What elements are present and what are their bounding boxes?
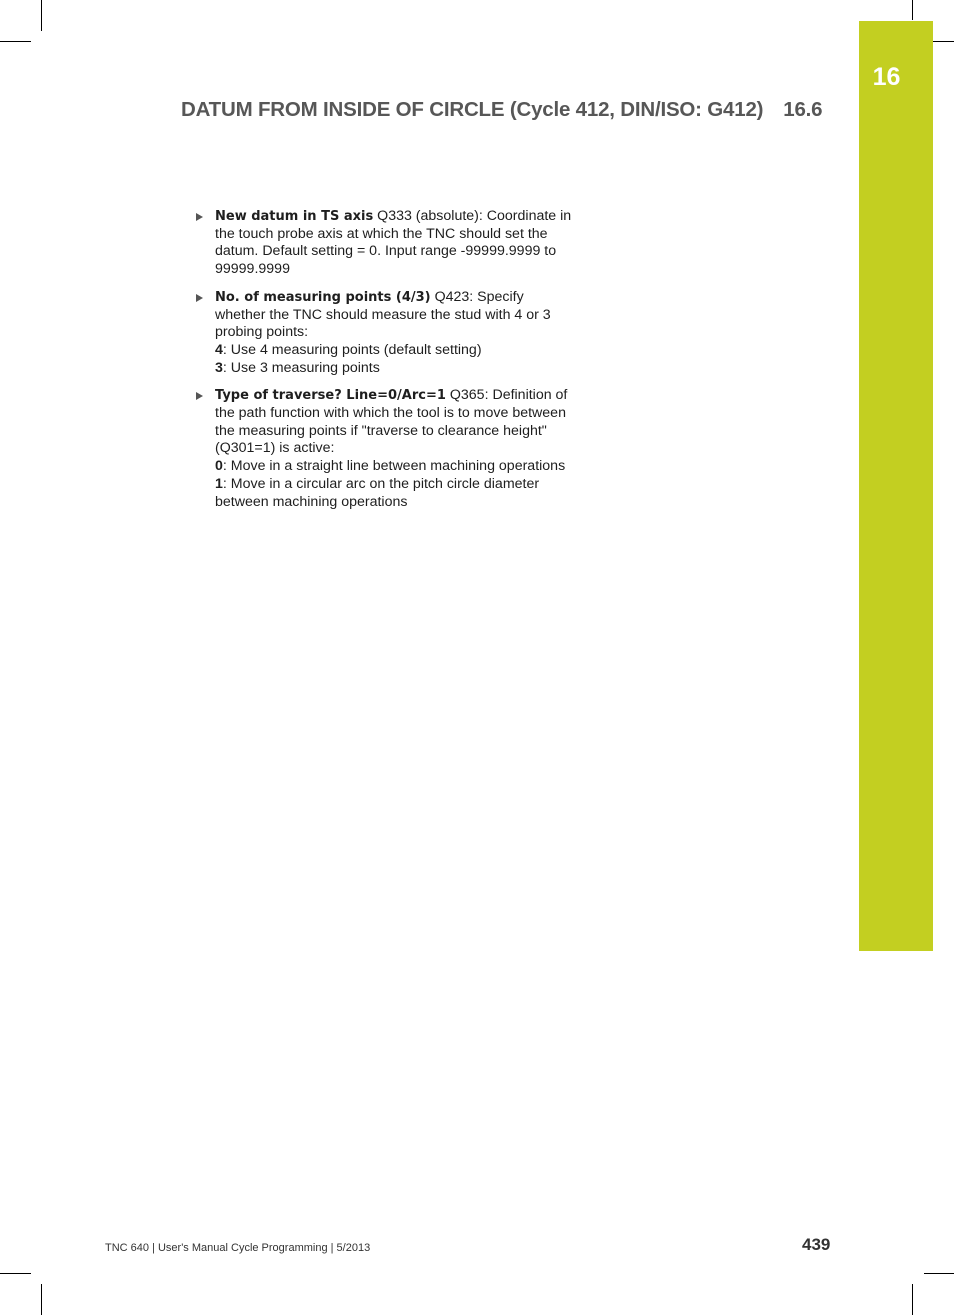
option-text: : Move in a straight line between machining operations bbox=[222, 458, 566, 475]
chapter-number: 16 bbox=[872, 63, 901, 91]
option-text: : Use 4 measuring points (default setting) bbox=[222, 341, 482, 358]
option-key: 3 bbox=[215, 359, 223, 376]
crop-mark bbox=[41, 0, 42, 31]
option-key: 4 bbox=[215, 341, 223, 358]
param-option bbox=[215, 360, 573, 378]
option-text: : Use 3 measuring points bbox=[222, 359, 380, 376]
option-key: 0 bbox=[215, 458, 223, 475]
option-text: : Move in a circular arc on the pitch circle diameter between machining operations bbox=[215, 475, 540, 510]
param-name: New datum in TS axis bbox=[215, 209, 374, 224]
crop-mark bbox=[0, 1273, 31, 1274]
option-key: 1 bbox=[215, 475, 223, 492]
param-item bbox=[193, 289, 573, 378]
param-desc: Q333 (absolute): Coordinate in the touch probe axis at which the TNC should set the datum. Default setting = 0. Input range -99999.9999 to 99999.9999 bbox=[215, 208, 572, 278]
crop-mark bbox=[912, 0, 913, 20]
param-desc: Q365: Definition of the path function with which the tool is to move between the measuring points if "traverse to clearance height" (Q301=1) is active: bbox=[215, 387, 568, 457]
param-desc: Q423: Specify whether the TNC should measure the stud with 4 or 3 probing points: bbox=[215, 288, 551, 341]
param-name: Type of traverse? Line=0/Arc=1 bbox=[215, 388, 446, 404]
section-number: 16.6 bbox=[783, 98, 823, 121]
bullet-arrow-icon bbox=[196, 213, 203, 221]
page-number: 439 bbox=[802, 1235, 831, 1254]
crop-mark bbox=[41, 1284, 42, 1315]
param-item bbox=[193, 208, 573, 279]
crop-mark bbox=[0, 41, 31, 42]
bullet-arrow-icon bbox=[196, 392, 203, 400]
page-header bbox=[181, 98, 841, 122]
param-option bbox=[215, 458, 573, 476]
page-title: DATUM FROM INSIDE OF CIRCLE (Cycle 412, DIN/ISO: G412) bbox=[181, 98, 764, 121]
bullet-arrow-icon bbox=[196, 294, 203, 302]
chapter-tab bbox=[859, 21, 933, 951]
param-option bbox=[215, 476, 573, 511]
parameter-list bbox=[193, 208, 573, 521]
param-item bbox=[193, 387, 573, 511]
crop-mark bbox=[912, 1284, 913, 1315]
param-name: No. of measuring points (4/3) bbox=[215, 289, 431, 305]
param-option bbox=[215, 342, 573, 360]
crop-mark bbox=[924, 1273, 954, 1274]
footer-text: TNC 640 | User's Manual Cycle Programming | 5/2013 bbox=[105, 1242, 371, 1254]
